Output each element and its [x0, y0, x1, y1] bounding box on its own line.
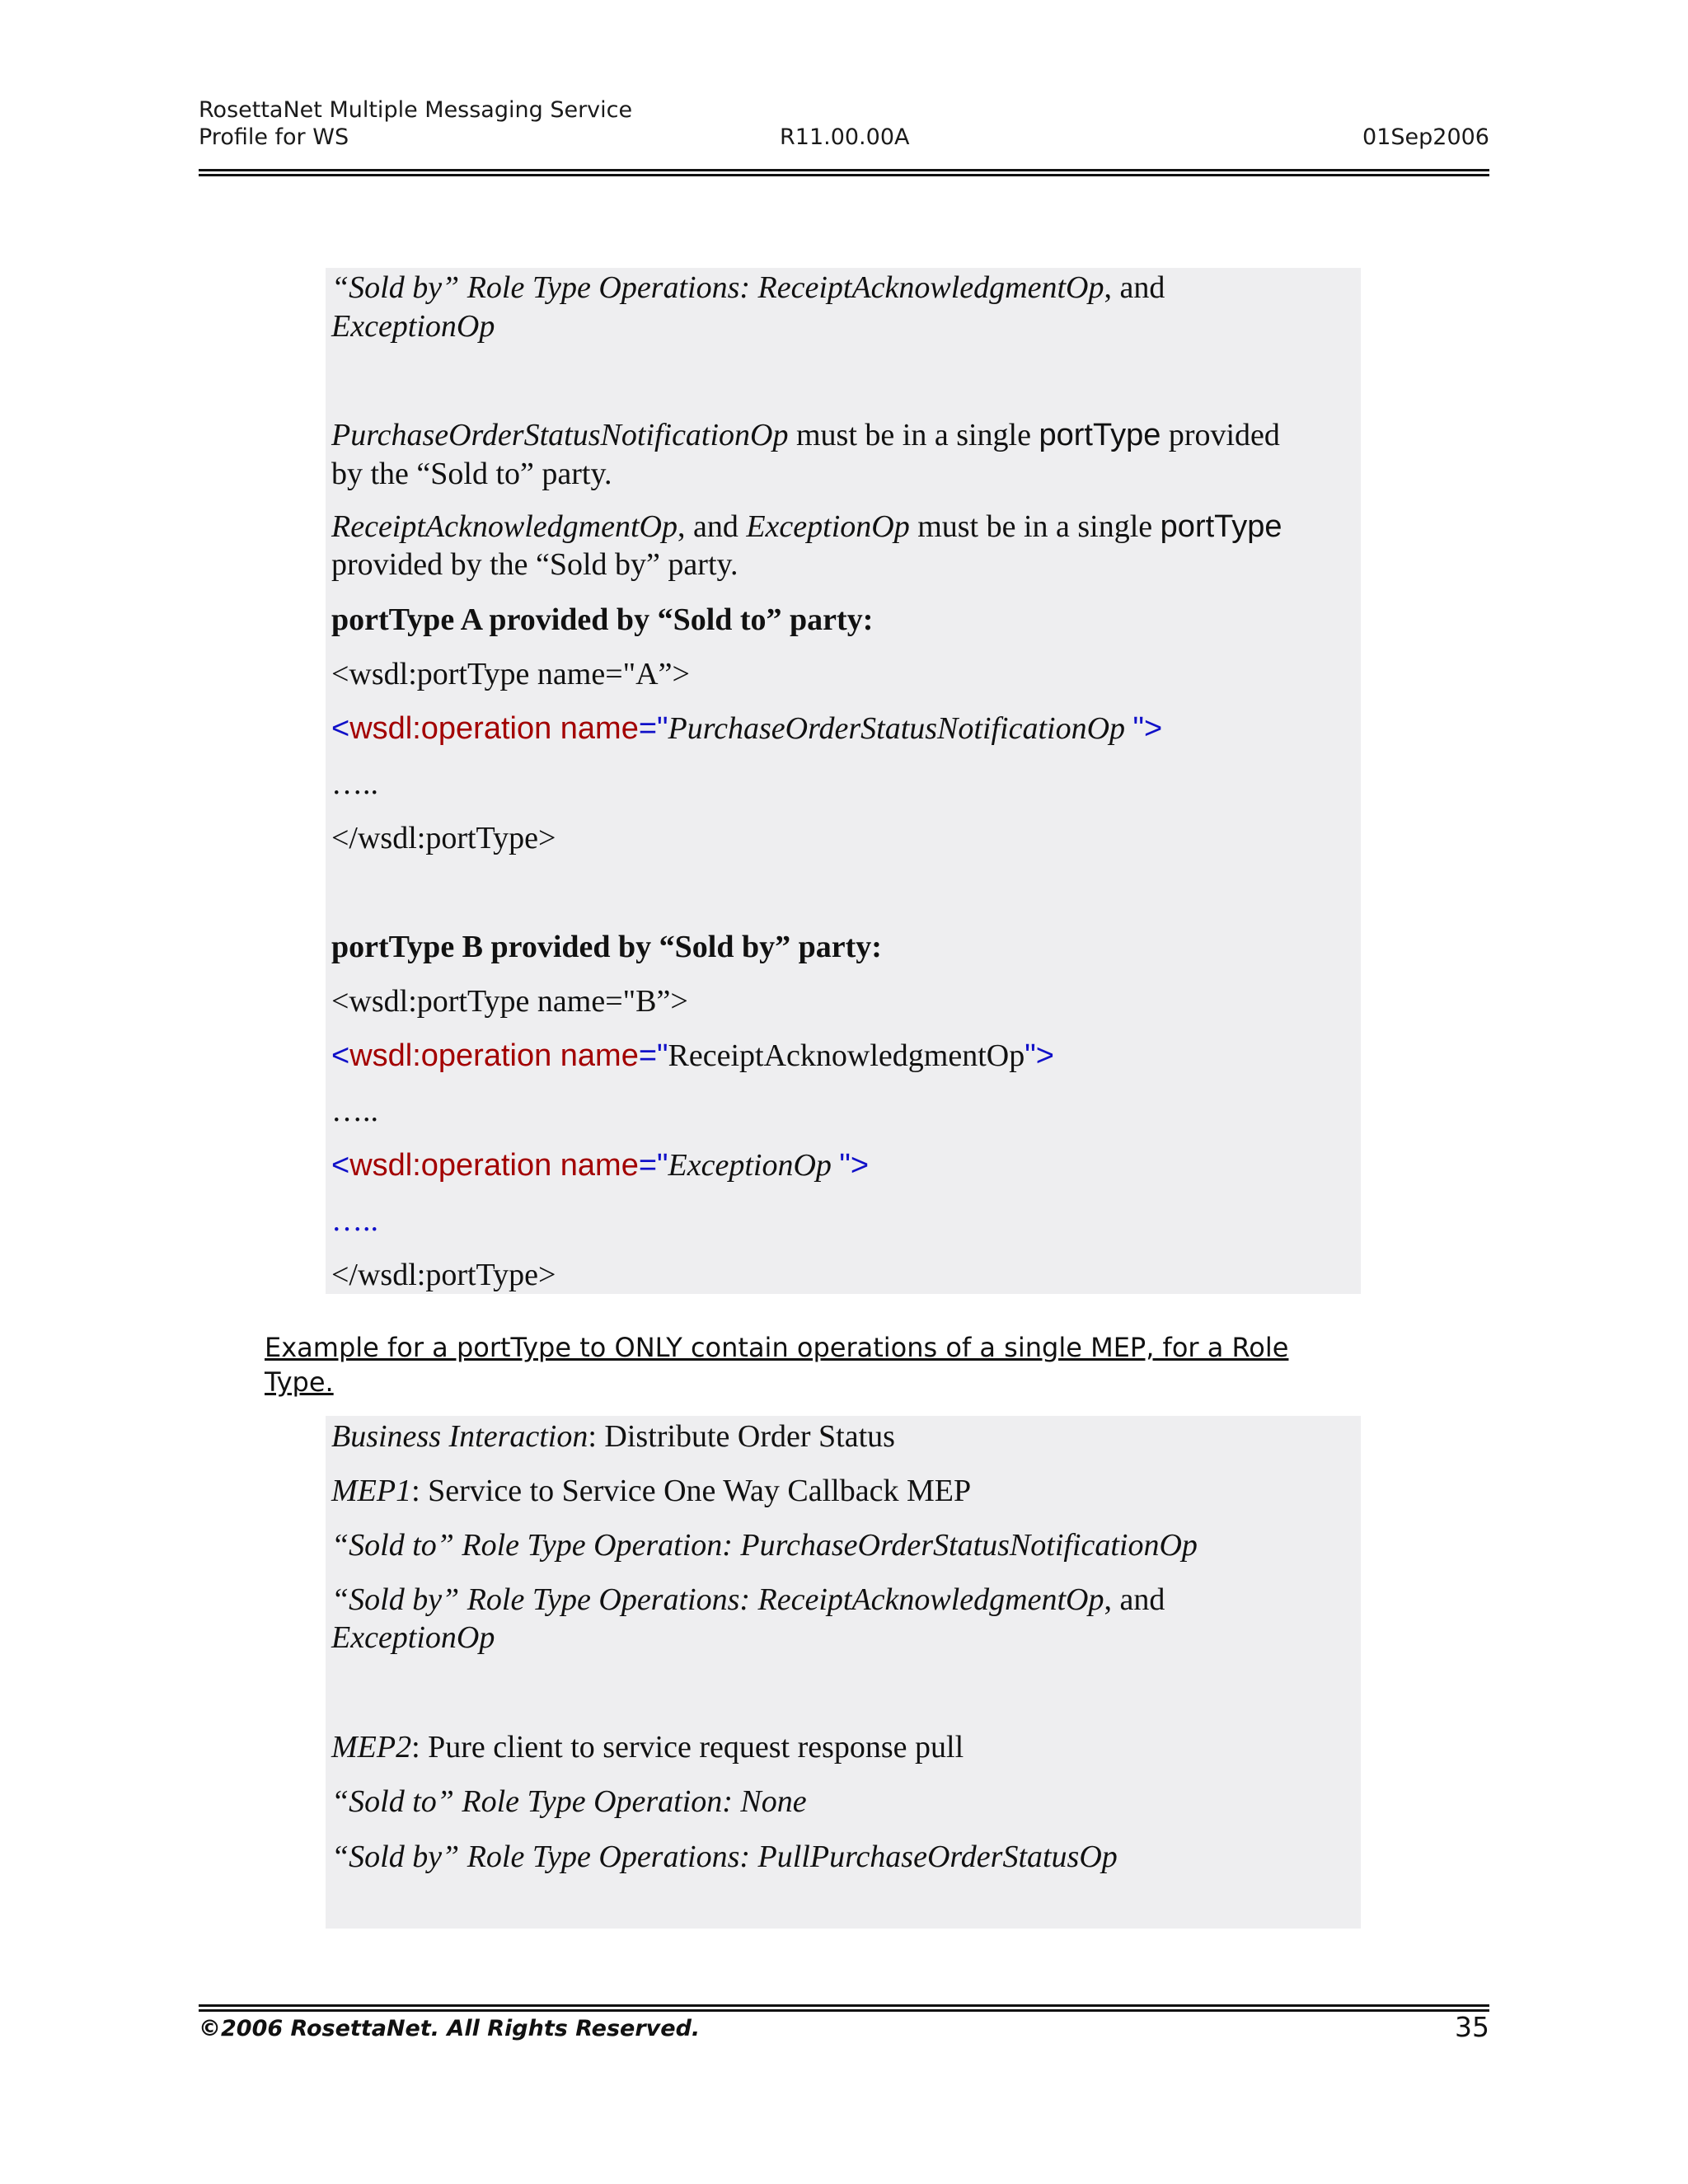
header-version: R11.00.00A	[780, 124, 910, 150]
para2-line1: ReceiptAcknowledgmentOp, and ExceptionOp must be in a single portType	[331, 509, 1282, 544]
porttype-a-ellipsis: …..	[331, 766, 378, 801]
example-heading: Example for a portType to ONLY contain operations of a single MEP, for a Role Type.	[265, 1332, 1289, 1398]
header-date: 01Sep2006	[1362, 124, 1489, 150]
porttype-b-ellipsis-2: …..	[331, 1203, 378, 1238]
para1-line1: PurchaseOrderStatusNotificationOp must be in a single portType provided	[331, 418, 1280, 452]
soldby-ops-exception: ExceptionOp	[331, 309, 495, 344]
para1-line2: by the “Sold to” party.	[331, 457, 612, 491]
porttype-b-ellipsis-1: …..	[331, 1094, 378, 1128]
porttype-a-operation: <wsdl:operation name="PurchaseOrderStatusNotificationOp ">	[331, 711, 1163, 746]
porttype-b-open: <wsdl:portType name="B”>	[331, 984, 688, 1019]
footer-rule	[199, 2004, 1489, 2012]
soldby-operations-exception: ExceptionOp	[331, 1620, 495, 1655]
business-interaction-line: Business Interaction: Distribute Order Status	[331, 1419, 895, 1454]
footer-copyright: ©2006 RosettaNet. All Rights Reserved.	[199, 2016, 701, 2041]
porttype-b-operation-receipt: <wsdl:operation name="ReceiptAcknowledgmentOp">	[331, 1038, 1054, 1073]
soldby-pull-line: “Sold by” Role Type Operations: PullPurchaseOrderStatusOp	[331, 1840, 1118, 1874]
header-title-line1: RosettaNet Multiple Messaging Service	[199, 97, 633, 123]
porttype-a-end: </wsdl:portType>	[331, 821, 556, 855]
porttype-b-end: </wsdl:portType>	[331, 1258, 556, 1292]
porttype-b-operation-exception: <wsdl:operation name="ExceptionOp ">	[331, 1148, 870, 1183]
mep1-line: MEP1: Service to Service One Way Callback MEP	[331, 1474, 972, 1508]
mep2-line: MEP2: Pure client to service request response pull	[331, 1730, 964, 1765]
header-rule	[199, 169, 1489, 176]
soldto-none-line: “Sold to” Role Type Operation: None	[331, 1784, 807, 1819]
para2-line2: provided by the “Sold by” party.	[331, 547, 738, 582]
soldby-operations-line: “Sold by” Role Type Operations: ReceiptAcknowledgmentOp, and	[331, 1582, 1165, 1617]
porttype-a-open: <wsdl:portType name="A”>	[331, 657, 690, 691]
soldby-ops-line: “Sold by” Role Type Operations: ReceiptAcknowledgmentOp, and	[331, 270, 1165, 305]
porttype-a-heading: portType A provided by “Sold to” party:	[331, 602, 874, 637]
porttype-b-heading: portType B provided by “Sold by” party:	[331, 930, 882, 964]
soldto-operation-line: “Sold to” Role Type Operation: PurchaseOrderStatusNotificationOp	[331, 1528, 1198, 1563]
page-number: 35	[1455, 2011, 1489, 2043]
header-title-line2: Profile for WS	[199, 124, 349, 150]
page-header	[199, 97, 1489, 152]
